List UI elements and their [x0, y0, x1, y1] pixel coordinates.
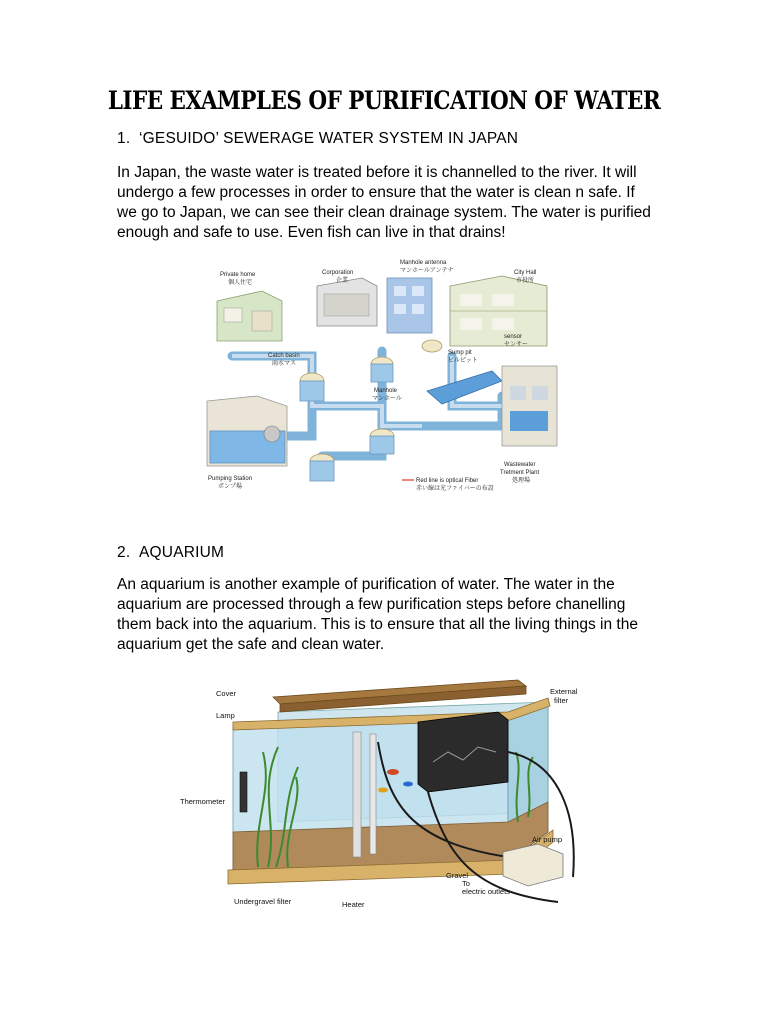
label-sump-pit-jp: ビルピット [448, 358, 478, 364]
label-private-home-jp: 個人住宅 [228, 280, 253, 286]
label-corporation: Corporation [322, 270, 354, 276]
label-sensor-jp: センサー [504, 342, 529, 348]
label-wastewater-1: Wastewater [504, 462, 536, 468]
label-wastewater-2: Tretment Plant [500, 470, 540, 476]
label-external-filter-1: External [550, 687, 578, 696]
section-paragraph-aquarium: An aquarium is another example of purification of water. The water in the aquarium are processed through a few purification steps before chanelling them back into the aquarium. This is to ensure that all the living things in the aquarium get the safe and clean water. [117, 576, 638, 653]
pumping-station [207, 396, 287, 466]
label-red-line-jp: 赤い線は光ファイバーの布設 [416, 486, 494, 492]
label-manhole: Manhole [374, 388, 398, 394]
corporation-building [317, 278, 432, 333]
section-paragraph-gesuido: In Japan, the waste water is treated before it is channelled to the river. It will undergo a few processes in order to ensure that the water is clean n safe. If we go to Japan, we can see their clean drainage system. The water is purified enough and safe to use. Even fish can live in that drains! [117, 164, 651, 241]
sewerage-system-illustration [202, 256, 562, 496]
label-city-hall: City Hall [514, 270, 537, 276]
label-manhole-antenna-jp: マンホールアンテナ [400, 268, 454, 274]
section-heading-aquarium [117, 544, 224, 562]
section-title: ‘GESUIDO’ SEWERAGE WATER SYSTEM IN JAPAN [139, 130, 519, 147]
label-gravel: Gravel [446, 871, 469, 880]
label-pumping-station-jp: ポンプ場 [218, 484, 243, 490]
label-to-electric-2: electric outlets [462, 887, 510, 896]
label-external-filter-2: filter [554, 696, 569, 705]
label-corporation-jp: 企業 [336, 278, 349, 284]
private-home-building [217, 291, 282, 341]
label-private-home: Private home [220, 272, 256, 278]
city-hall-building [450, 276, 547, 346]
external-filter-box [418, 712, 508, 792]
label-cover: Cover [216, 689, 237, 698]
label-air-pump: Air pump [532, 835, 563, 844]
label-catch-basin: Catch basin [268, 353, 300, 359]
label-thermometer: Thermometer [180, 797, 226, 806]
thermometer-device [240, 772, 247, 812]
section-title: AQUARIUM [139, 544, 225, 561]
label-lamp: Lamp [216, 711, 235, 720]
section-number: 2. [117, 544, 131, 561]
label-city-hall-jp: 市役所 [516, 278, 535, 284]
label-manhole-antenna: Manhole antenna [400, 260, 447, 266]
label-undergravel-filter: Undergravel filter [234, 897, 292, 906]
aquarium-illustration [178, 672, 590, 914]
label-sensor: sensor [504, 334, 523, 340]
label-to-electric-1: To [462, 879, 470, 888]
label-sump-pit: Sump pit [448, 350, 472, 356]
label-catch-basin-jp: 雨水マス [272, 361, 297, 367]
section-number: 1. [117, 130, 131, 147]
section-heading-gesuido [117, 130, 518, 148]
label-heater: Heater [342, 900, 365, 909]
label-pumping-station: Pumping Station [208, 476, 253, 482]
label-red-line: Red line is optical Fiber [416, 478, 479, 484]
label-manhole-jp: マンホール [372, 396, 402, 402]
heater-tube [353, 732, 361, 857]
page-title: LIFE EXAMPLES OF PURIFICATION OF WATER [107, 86, 661, 115]
label-wastewater-jp: 処理場 [512, 478, 531, 484]
air-pump-device [503, 844, 563, 886]
